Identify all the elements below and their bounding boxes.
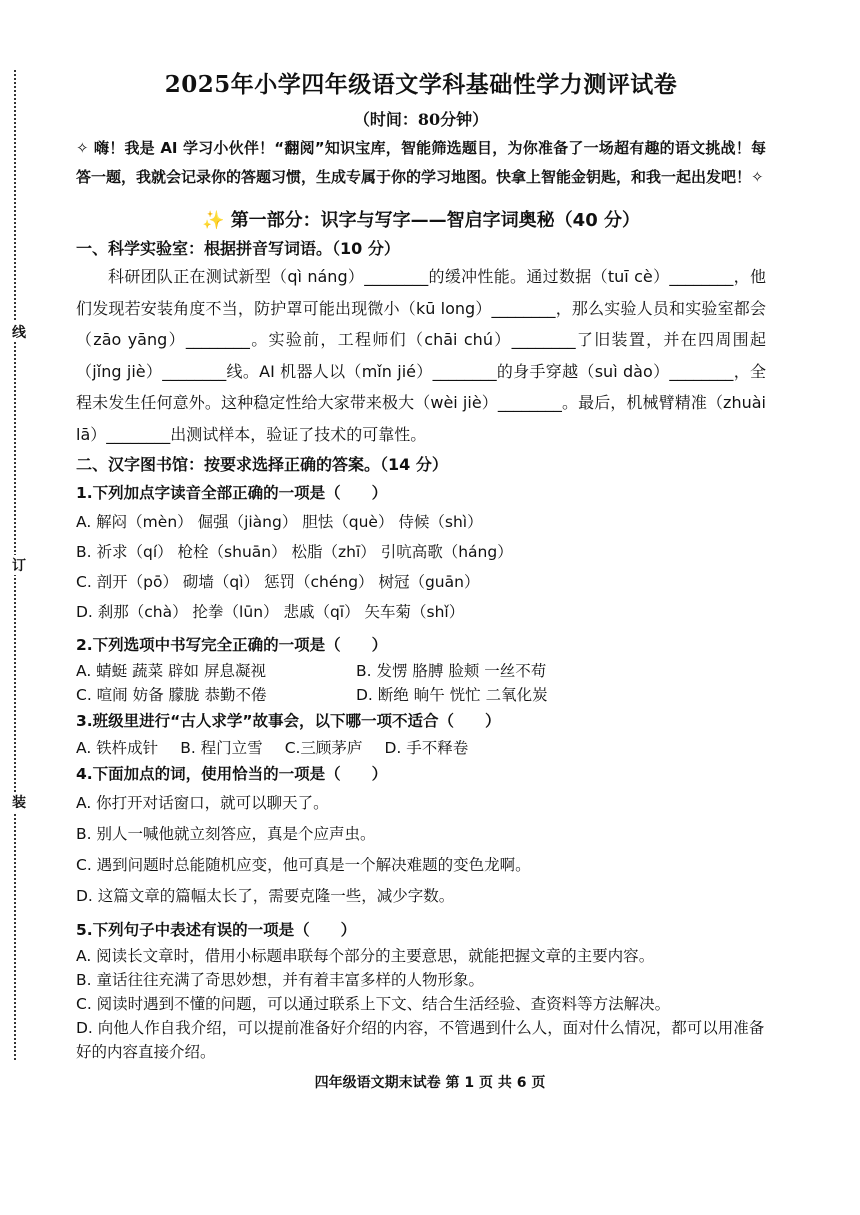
question-3: 3.班级里进行“古人求学”故事会，以下哪一项不适合（ ） [76,712,501,730]
q1-option-c: C. 剖开（pō） 砌墙（qì） 惩罚（chéng） 树冠（guān） [76,573,480,591]
section-one-title: 一、科学实验室：根据拼音写词语。（10 分） [76,239,400,258]
exam-title: 2025年小学四年级语文学科基础性学力测评试卷 [164,71,678,98]
q5-option-b: B. 童话往往充满了奇思妙想，并有着丰富多样的人物形象。 [76,971,484,989]
q2-option-c: C. 喧闹 妨备 朦胧 恭勤不倦 [76,686,267,704]
q4-option-d: D. 这篇文章的篇幅太长了，需要克隆一些，减少字数。 [76,887,455,905]
question-4: 4.下面加点的词，使用恰当的一项是（ ） [76,765,388,783]
q2-row-1 [76,659,766,683]
part-one-label: 第一部分：识字与写字——智启字词奥秘（40 分） [230,210,641,231]
q2-option-a: A. 蜻蜓 蔬菜 辟如 屏息凝视 [76,662,266,680]
pinyin-paragraph: 科研团队正在测试新型（qì náng）________的缓冲性能。通过数据（tuī cè）________，他们发现若安装角度不当，防护罩可能出现微小（kū long）________，那么实验人员和实验室都会（zāo yāng）________。实验前，工程师们（chāi chú）________了旧装置，并在四周围起（jǐng jiè）________线。AI 机器人以（mǐn jié）________的身手穿越（suì dào）________，全程未发生任何意外。这种稳定性给大家带来极大（wèi jiè）________。最后，机械臂精准（zhuài lā）________出测试样本，验证了技术的可靠性。 [76,267,766,444]
q3-option-b: B. 程门立雪 [180,739,263,757]
q4-option-a: A. 你打开对话窗口，就可以聊天了。 [76,794,329,812]
q5-option-c: C. 阅读时遇到不懂的问题，可以通过联系上下文、结合生活经验、查资料等方法解决。 [76,995,671,1013]
binding-label-ding: 订 [12,555,26,575]
q2-option-d: D. 断绝 晌午 恍忙 二氧化炭 [356,686,548,704]
q5-option-a: A. 阅读长文章时，借用小标题串联每个部分的主要意思，就能把握文章的主要内容。 [76,947,655,965]
q4-option-c: C. 遇到问题时总能随机应变，他可真是一个解决难题的变色龙啊。 [76,856,531,874]
intro-text: ✧ 嗨！我是 AI 学习小伙伴！“翻阅”知识宝库，智能筛选题目，为你准备了一场超有趣的语文挑战！每答一题，我就会记录你的答题习惯，生成专属于你的学习地图。快拿上智能金钥匙，和我一起出发吧！✧ [76,139,766,186]
q3-option-a: A. 铁杵成针 [76,739,159,757]
q2-row-2 [76,683,766,707]
page-footer: 四年级语文期末试卷 第 1 页 共 6 页 [314,1075,546,1091]
q3-option-d: D. 手不释卷 [384,739,469,757]
sparkle-icon: ✨ [201,210,225,231]
binding-label-xian: 线 [12,322,26,342]
q4-option-b: B. 别人一喊他就立刻答应，真是个应声虫。 [76,825,376,843]
q1-option-b: B. 祈求（qí） 枪栓（shuān） 松脂（zhī） 引吭高歌（háng） [76,543,513,561]
exam-time: （时间：80分钟） [353,110,489,129]
section-two-title: 二、汉字图书馆：按要求选择正确的答案。（14 分） [76,455,448,474]
question-1: 1.下列加点字读音全部正确的一项是（ ） [76,484,388,502]
exam-page [76,66,766,1064]
q1-option-a: A. 解闷（mèn） 倔强（jiàng） 胆怯（què） 侍候（shì） [76,513,483,531]
question-2: 2.下列选项中书写完全正确的一项是（ ） [76,636,388,654]
q3-options [76,735,766,761]
q3-option-c: C.三顾茅庐 [284,739,363,757]
q5-option-d: D. 向他人作自我介绍，可以提前准备好介绍的内容，不管遇到什么人，面对什么情况，都可以用准备好的内容直接介绍。 [76,1019,765,1061]
part-one-title [76,206,766,232]
question-5: 5.下列句子中表述有误的一项是（ ） [76,921,357,939]
binding-label-zhuang: 装 [12,792,26,812]
q1-option-d: D. 刹那（chà） 抡拳（lūn） 悲戚（qī） 矢车菊（shǐ） [76,603,465,621]
q2-option-b: B. 发愣 胳膊 脸颊 一丝不苟 [356,662,547,680]
